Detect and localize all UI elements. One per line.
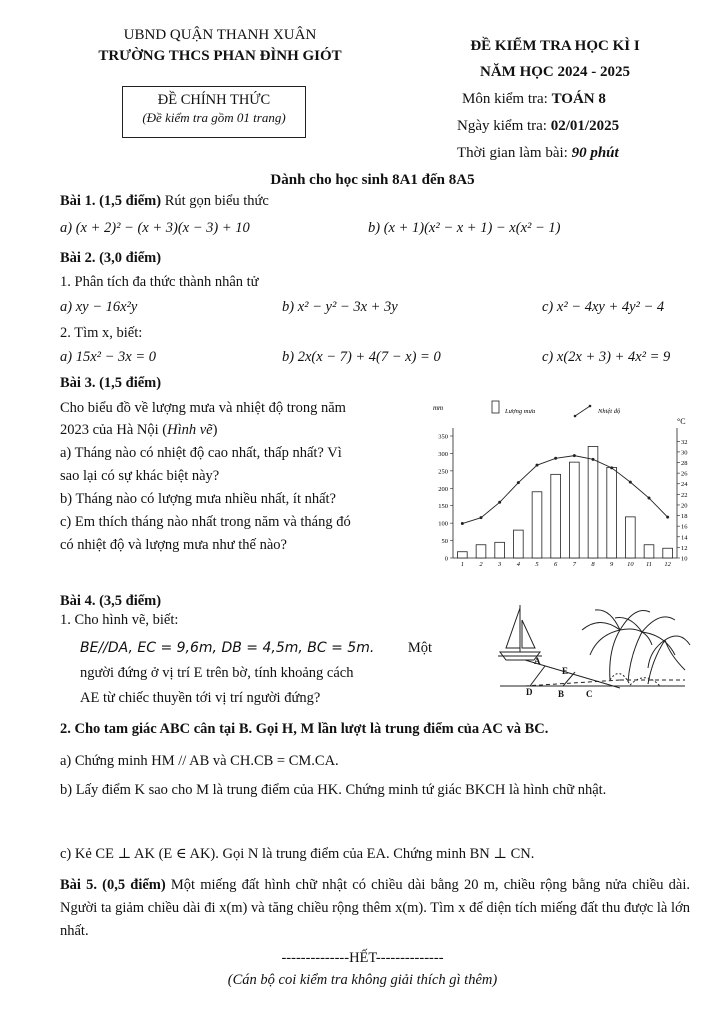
q1-b: b) (x + 1)(x² − x + 1) − x(x² − 1) xyxy=(368,220,561,236)
subject-label: Môn kiểm tra: xyxy=(462,91,548,107)
right-tick-label: 14 xyxy=(681,534,688,542)
left-tick-label: 0 xyxy=(444,555,448,563)
right-tick-label: 10 xyxy=(681,555,688,563)
left-tick-label: 300 xyxy=(438,450,448,458)
x-tick-label: 8 xyxy=(591,561,595,568)
q5-text: Một miếng đất hình chữ nhật có chiều dài bằng 20 m, chiều rộng bằng nửa chiều dài. Người ta giảm chiều dài đi x(m) và tăng chiều rộng thêm x(m). Tìm x để diện tích miếng đất thu được là lớn nhất. xyxy=(60,877,690,939)
left-tick-label: 150 xyxy=(438,503,448,511)
fig-label-a: A xyxy=(534,656,541,666)
temp-point xyxy=(573,454,576,457)
left-tick-label: 50 xyxy=(441,538,448,546)
audience: Dành cho học sinh 8A1 đến 8A5 xyxy=(270,172,475,188)
temp-point xyxy=(629,481,632,484)
q4-part1: 1. Cho hình vẽ, biết: xyxy=(60,612,179,628)
date-label: Ngày kiểm tra: xyxy=(457,118,547,134)
rain-bar xyxy=(607,467,617,558)
temp-point xyxy=(461,522,464,525)
rain-bar xyxy=(551,474,561,558)
legend-rain-label: Lượng mưa xyxy=(505,408,536,415)
q2-part2: 2. Tìm x, biết: xyxy=(60,325,143,341)
rain-bar xyxy=(476,545,486,558)
district-name: UBND QUẬN THANH XUÂN xyxy=(123,27,317,43)
rain-bar xyxy=(625,517,635,558)
x-tick-label: 11 xyxy=(645,561,653,568)
footer-note: (Cán bộ coi kiểm tra không giải thích gì thêm) xyxy=(227,972,498,988)
x-tick-label: 5 xyxy=(535,561,539,568)
q1-prompt: Rút gọn biểu thức xyxy=(164,193,269,209)
q4-part2 xyxy=(60,720,548,738)
chart-right-unit: °C xyxy=(677,417,686,426)
rain-bar xyxy=(495,542,505,558)
date-value: 02/01/2025 xyxy=(550,118,620,134)
rain-bar xyxy=(513,530,523,558)
right-tick-label: 20 xyxy=(681,502,688,510)
triangle-lines xyxy=(500,660,685,688)
x-tick-label: 6 xyxy=(554,561,558,568)
x-tick-label: 10 xyxy=(627,561,634,568)
q4-title: Bài 4. (3,5 điểm) xyxy=(60,593,162,609)
q4-2c: c) Kẻ CE ⊥ AK (E ∈ AK). Gọi N là trung điểm của EA. Chứng minh BN ⊥ CN. xyxy=(60,846,535,862)
time-label: Thời gian làm bài: xyxy=(457,145,568,161)
temp-point xyxy=(666,516,669,519)
school-year: NĂM HỌC 2024 - 2025 xyxy=(480,64,630,80)
q2-1c: c) x² − 4xy + 4y² − 4 xyxy=(542,299,665,315)
q3-line4: sao lại có sự khác biệt này? xyxy=(60,468,220,484)
left-tick-label: 200 xyxy=(438,485,448,493)
rain-bar xyxy=(532,492,542,558)
x-tick-label: 12 xyxy=(664,561,671,568)
legend-rain-swatch xyxy=(492,401,499,413)
palm-trees-icon xyxy=(582,610,690,686)
right-tick-label: 32 xyxy=(681,438,688,446)
legend-temp-swatch xyxy=(575,406,590,416)
pages-note: (Đề kiểm tra gồm 01 trang) xyxy=(142,110,286,125)
q2-1b: b) x² − y² − 3x + 3y xyxy=(282,299,398,315)
end-marker: --------------HẾT-------------- xyxy=(281,950,444,966)
x-tick-label: 9 xyxy=(610,561,614,568)
q5-text-block xyxy=(60,874,690,943)
q3-line2-b: Hình vẽ xyxy=(167,422,213,438)
time-value: 90 phút xyxy=(571,145,619,161)
rain-bar xyxy=(663,548,673,558)
x-tick-label: 4 xyxy=(516,561,520,568)
temp-point xyxy=(648,497,651,500)
exam-title: ĐỀ KIỂM TRA HỌC KÌ I xyxy=(470,38,640,54)
right-tick-label: 26 xyxy=(681,470,688,478)
q2-2b: b) 2x(x − 7) + 4(7 − x) = 0 xyxy=(282,349,441,365)
left-tick-label: 100 xyxy=(438,520,448,528)
q3-line5: b) Tháng nào có lượng mưa nhiều nhất, ít nhất? xyxy=(60,491,336,507)
boat-figure xyxy=(470,600,695,710)
right-tick-label: 22 xyxy=(681,491,688,499)
chart-left-unit: mm xyxy=(433,404,444,412)
q1-heading xyxy=(60,192,269,210)
q2-title: Bài 2. (3,0 điểm) xyxy=(60,250,162,266)
right-tick-label: 28 xyxy=(681,460,688,468)
q1-title: Bài 1. (1,5 điểm) xyxy=(60,193,162,209)
q4-p1-row1 xyxy=(80,636,432,661)
temp-point xyxy=(517,481,520,484)
q4-2a: a) Chứng minh HM // AB và CH.CB = CM.CA. xyxy=(60,753,339,769)
subject-line xyxy=(462,91,606,108)
temp-point xyxy=(554,457,557,460)
x-tick-label: 3 xyxy=(498,561,502,568)
q4-given-tail: Một xyxy=(407,640,432,656)
fig-label-b: B xyxy=(558,689,565,699)
school-name: TRƯỜNG THCS PHAN ĐÌNH GIÓT xyxy=(98,48,342,64)
official-label: ĐỀ CHÍNH THỨC xyxy=(157,92,271,108)
left-tick-label: 350 xyxy=(438,433,448,441)
right-tick-label: 18 xyxy=(681,513,688,521)
q3-line7: có nhiệt độ và lượng mưa như thế nào? xyxy=(60,537,287,553)
temp-point xyxy=(592,458,595,461)
q4-given: BE//DA, EC = 9,6m, DB = 4,5m, BC = 5m. xyxy=(80,640,375,656)
q1-a: a) (x + 2)² − (x + 3)(x − 3) + 10 xyxy=(60,220,250,236)
legend-temp-dot-b xyxy=(589,405,592,408)
q4-2b: b) Lấy điểm K sao cho M là trung điểm của HK. Chứng minh tứ giác BKCH là hình chữ nhật. xyxy=(60,782,607,798)
q3-line2-c: ) xyxy=(212,422,218,438)
legend-temp-dot-a xyxy=(574,415,577,418)
temp-point xyxy=(610,466,613,469)
q4-part1-text xyxy=(80,636,432,711)
temp-line xyxy=(462,456,667,524)
q3-title: Bài 3. (1,5 điểm) xyxy=(60,375,162,391)
rain-bar xyxy=(588,446,598,558)
q4-part2-text: 2. Cho tam giác ABC cân tại B. Gọi H, M lần lượt là trung điểm của AC và BC. xyxy=(60,721,549,737)
q5-title: Bài 5. (0,5 điểm) xyxy=(60,877,166,893)
rain-bar xyxy=(457,552,467,558)
q4-p1-row2: người đứng ở vị trí E trên bờ, tính khoảng cách xyxy=(80,665,354,681)
rain-temp-chart xyxy=(415,398,695,570)
fig-label-e: E xyxy=(562,666,569,676)
q3-line6: c) Em thích tháng nào nhất trong năm và tháng đó xyxy=(60,514,351,530)
q2-2c: c) x(2x + 3) + 4x² = 9 xyxy=(542,349,671,365)
rain-bar xyxy=(644,545,654,558)
rain-bar xyxy=(569,462,579,558)
fig-label-c: C xyxy=(586,689,593,699)
q3-line3: a) Tháng nào có nhiệt độ cao nhất, thấp nhất? Vì xyxy=(60,445,342,461)
right-tick-label: 24 xyxy=(681,481,688,489)
date-line xyxy=(457,118,619,135)
fig-label-d: D xyxy=(526,687,533,697)
temp-point xyxy=(536,464,539,467)
time-line xyxy=(457,145,619,162)
x-tick-label: 1 xyxy=(460,561,464,568)
subject-value: TOÁN 8 xyxy=(551,91,606,107)
q3-line1: Cho biểu đồ về lượng mưa và nhiệt độ trong năm xyxy=(60,400,346,416)
right-tick-label: 12 xyxy=(681,544,688,552)
q2-2a: a) 15x² − 3x = 0 xyxy=(60,349,156,365)
q4-p1-row3: AE từ chiếc thuyền tới vị trí người đứng? xyxy=(80,690,321,706)
boat-icon xyxy=(498,605,542,660)
right-tick-label: 30 xyxy=(681,449,688,457)
temp-point xyxy=(480,516,483,519)
q3-line2 xyxy=(60,419,217,441)
left-tick-label: 250 xyxy=(438,468,448,476)
right-tick-label: 16 xyxy=(681,523,688,531)
x-tick-label: 7 xyxy=(572,561,576,568)
q2-1a: a) xy − 16x²y xyxy=(60,299,138,315)
q3-line2-a: 2023 của Hà Nội ( xyxy=(60,422,168,438)
x-tick-label: 2 xyxy=(479,561,483,568)
legend-temp-label: Nhiệt độ xyxy=(598,408,621,415)
temp-point xyxy=(498,501,501,504)
q2-part1: 1. Phân tích đa thức thành nhân tử xyxy=(60,274,259,290)
